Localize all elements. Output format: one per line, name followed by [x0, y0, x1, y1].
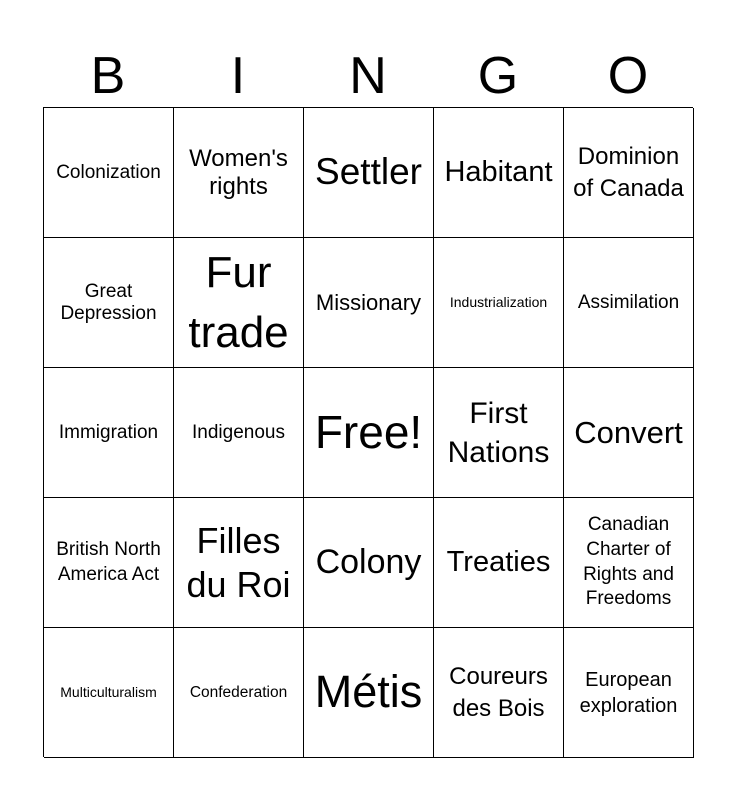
cell-label: Settler	[315, 151, 422, 193]
cell-label: British North America Act	[56, 538, 161, 585]
bingo-cell[interactable]	[434, 368, 564, 498]
free-space-label: Free!	[314, 406, 423, 459]
bingo-cell[interactable]	[434, 628, 564, 758]
bingo-cell[interactable]	[304, 108, 434, 238]
bingo-cell[interactable]	[564, 368, 694, 498]
bingo-cell[interactable]	[174, 498, 304, 628]
bingo-cell[interactable]	[174, 108, 304, 238]
header-letter-n: N	[349, 47, 387, 105]
header-letter-i: I	[230, 47, 246, 105]
cell-label: Filles du Roi	[186, 520, 291, 605]
bingo-cell[interactable]	[564, 628, 694, 758]
cell-label: Convert	[574, 414, 683, 450]
bingo-cell[interactable]	[564, 108, 694, 238]
bingo-cell[interactable]	[174, 238, 304, 368]
cell-label: Canadian Charter of Rights and Freedoms	[583, 514, 674, 610]
bingo-cell[interactable]	[434, 238, 564, 368]
cell-label: Métis	[314, 666, 423, 718]
cell-label: Habitant	[444, 155, 553, 188]
cell-label: Industrialization	[449, 294, 548, 311]
cell-label: Confederation	[189, 683, 288, 701]
cell-label: Coureurs des Bois	[449, 663, 548, 722]
bingo-cell[interactable]	[44, 498, 174, 628]
cell-label: Treaties	[446, 545, 551, 578]
header-letter-g: G	[477, 47, 519, 105]
cell-label: First Nations	[447, 396, 550, 469]
free-space-cell[interactable]	[304, 368, 434, 498]
bingo-cell[interactable]	[44, 368, 174, 498]
bingo-cell[interactable]	[174, 368, 304, 498]
header-letter-o: O	[607, 47, 649, 105]
cell-label: Women's rights	[189, 144, 288, 200]
bingo-cell[interactable]	[304, 238, 434, 368]
header-letter-b: B	[90, 47, 126, 105]
bingo-header	[43, 44, 693, 108]
cell-label: Fur trade	[188, 248, 289, 357]
cell-label: Great Depression	[60, 280, 157, 324]
cell-label: Dominion of Canada	[573, 143, 684, 202]
cell-label: Missionary	[315, 289, 422, 315]
bingo-cell[interactable]	[564, 498, 694, 628]
bingo-cell[interactable]	[44, 628, 174, 758]
bingo-cell[interactable]	[564, 238, 694, 368]
cell-label: Indigenous	[192, 421, 285, 443]
bingo-cell[interactable]	[434, 498, 564, 628]
cell-label: Immigration	[58, 421, 159, 443]
bingo-cell[interactable]	[304, 628, 434, 758]
bingo-cell[interactable]	[174, 628, 304, 758]
bingo-cell[interactable]	[44, 108, 174, 238]
cell-label: Assimilation	[577, 291, 680, 313]
cell-label: Colony	[315, 542, 422, 581]
cell-label: Multiculturalism	[60, 684, 157, 701]
cell-label: European exploration	[579, 668, 678, 717]
bingo-cell[interactable]	[44, 238, 174, 368]
bingo-cell[interactable]	[434, 108, 564, 238]
bingo-cell[interactable]	[304, 498, 434, 628]
bingo-card-grid	[43, 107, 693, 757]
cell-label: Colonization	[56, 161, 161, 183]
